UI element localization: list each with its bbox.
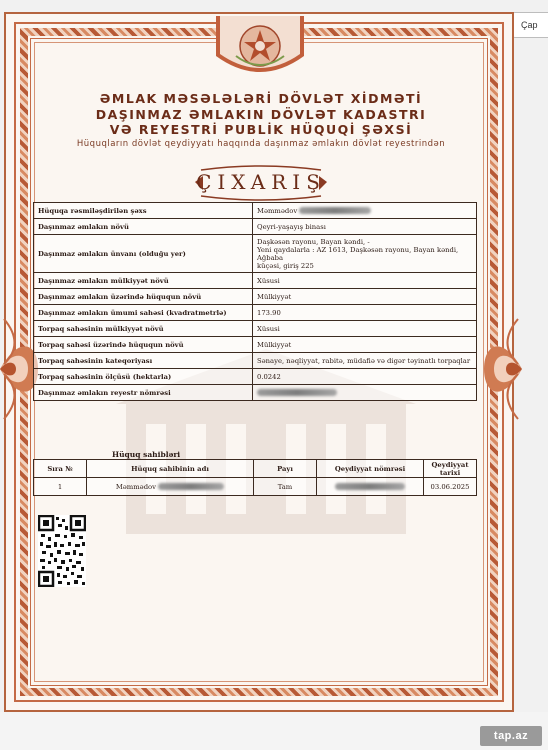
row-label: Daşınmaz əmlakın mülkiyyət növü [34, 273, 253, 289]
owner-row-number: 1 [34, 478, 87, 496]
row-value [253, 203, 477, 219]
column-header: Qeydiyyat tarixi [424, 460, 477, 478]
address-line: Yeni qaydalarla : AZ 1613, Daşkəsən rayonu, Bayan kəndi, Ağbaba [257, 245, 459, 262]
row-value [253, 235, 477, 273]
address-line: Daşkəsən rayonu, Bayan kəndi, - [257, 237, 370, 246]
owners-header-row [34, 460, 477, 478]
owner-name-cell [87, 478, 254, 496]
owner-name: Məmmədov [257, 206, 298, 215]
row-label: Hüquqa rəsmiləşdirilən şəxs [34, 203, 253, 219]
row-value: 0.0242 [253, 369, 477, 385]
redacted-text [257, 389, 337, 396]
redacted-text [299, 207, 371, 214]
document-subtitle: Hüquqların dövlət qeydiyyatı haqqında daşınmaz əmlakın dövlət reyestrindən [76, 139, 446, 149]
registration-date: 03.06.2025 [424, 478, 477, 496]
page-background-bottom [0, 712, 548, 750]
row-value: Qeyri-yaşayış binası [253, 219, 477, 235]
row-label: Torpaq sahəsinin mülkiyyət növü [34, 321, 253, 337]
redacted-text [335, 483, 405, 490]
row-label: Daşınmaz əmlakın reyestr nömrəsi [34, 385, 253, 401]
property-info-table [33, 202, 477, 401]
org-name-line2: DAŞINMAZ ƏMLAKIN DÖVLƏT KADASTRI [95, 107, 427, 122]
column-header: Sıra № [34, 460, 87, 478]
row-label: Torpaq sahəsinin ölçüsü (hektarla) [34, 369, 253, 385]
row-value: Sənaye, nəqliyyat, rabitə, müdafiə və digər təyinatlı torpaqlar [253, 353, 477, 369]
table-row [34, 203, 477, 219]
registration-number [317, 478, 424, 496]
redacted-text [158, 483, 224, 490]
table-row [34, 353, 477, 369]
address-line: küçəsi, giriş 225 [257, 261, 314, 270]
column-header: Qeydiyyat nömrəsi [317, 460, 424, 478]
table-row [34, 289, 477, 305]
row-label: Daşınmaz əmlakın ümumi sahəsi (kvadratmetrlə) [34, 305, 253, 321]
row-label: Daşınmaz əmlakın üzərində hüququn növü [34, 289, 253, 305]
table-row [34, 321, 477, 337]
table-row [34, 273, 477, 289]
document-title: ÇIXARIŞ [196, 170, 326, 194]
table-row [34, 478, 477, 496]
owner-share: Tam [254, 478, 317, 496]
qr-code-icon [38, 515, 86, 587]
owner-name: Məmmədov [115, 482, 156, 491]
row-value: Xüsusi [253, 321, 477, 337]
row-label: Torpaq sahəsinin kateqoriyası [34, 353, 253, 369]
row-value: 173.90 [253, 305, 477, 321]
row-value: Mülkiyyət [253, 337, 477, 353]
row-value: Mülkiyyət [253, 289, 477, 305]
org-name-line1: ƏMLAK MƏSƏLƏLƏRİ DÖVLƏT XİDMƏTİ [99, 91, 423, 106]
table-row [34, 219, 477, 235]
state-emblem-icon [214, 16, 306, 86]
column-header: Hüquq sahibinin adı [87, 460, 254, 478]
table-row [34, 369, 477, 385]
row-label: Daşınmaz əmlakın növü [34, 219, 253, 235]
table-row [34, 235, 477, 273]
row-value: Xüsusi [253, 273, 477, 289]
owners-title: Hüquq sahibləri [112, 450, 181, 459]
right-ornament-icon [482, 314, 522, 424]
column-header: Payı [254, 460, 317, 478]
table-row [34, 305, 477, 321]
table-row [34, 385, 477, 401]
table-row [34, 337, 477, 353]
owners-table [33, 459, 477, 496]
row-label: Torpaq sahəsi üzərində hüququn növü [34, 337, 253, 353]
document-title-plate [191, 162, 331, 204]
row-label: Daşınmaz əmlakın ünvanı (olduğu yer) [34, 235, 253, 273]
print-button[interactable]: Çap [512, 12, 548, 38]
org-name-line3: VƏ REYESTRİ PUBLİK HÜQUQİ ŞƏXSİ [109, 122, 413, 137]
tapaz-watermark: tap.az [480, 726, 542, 746]
row-value [253, 385, 477, 401]
